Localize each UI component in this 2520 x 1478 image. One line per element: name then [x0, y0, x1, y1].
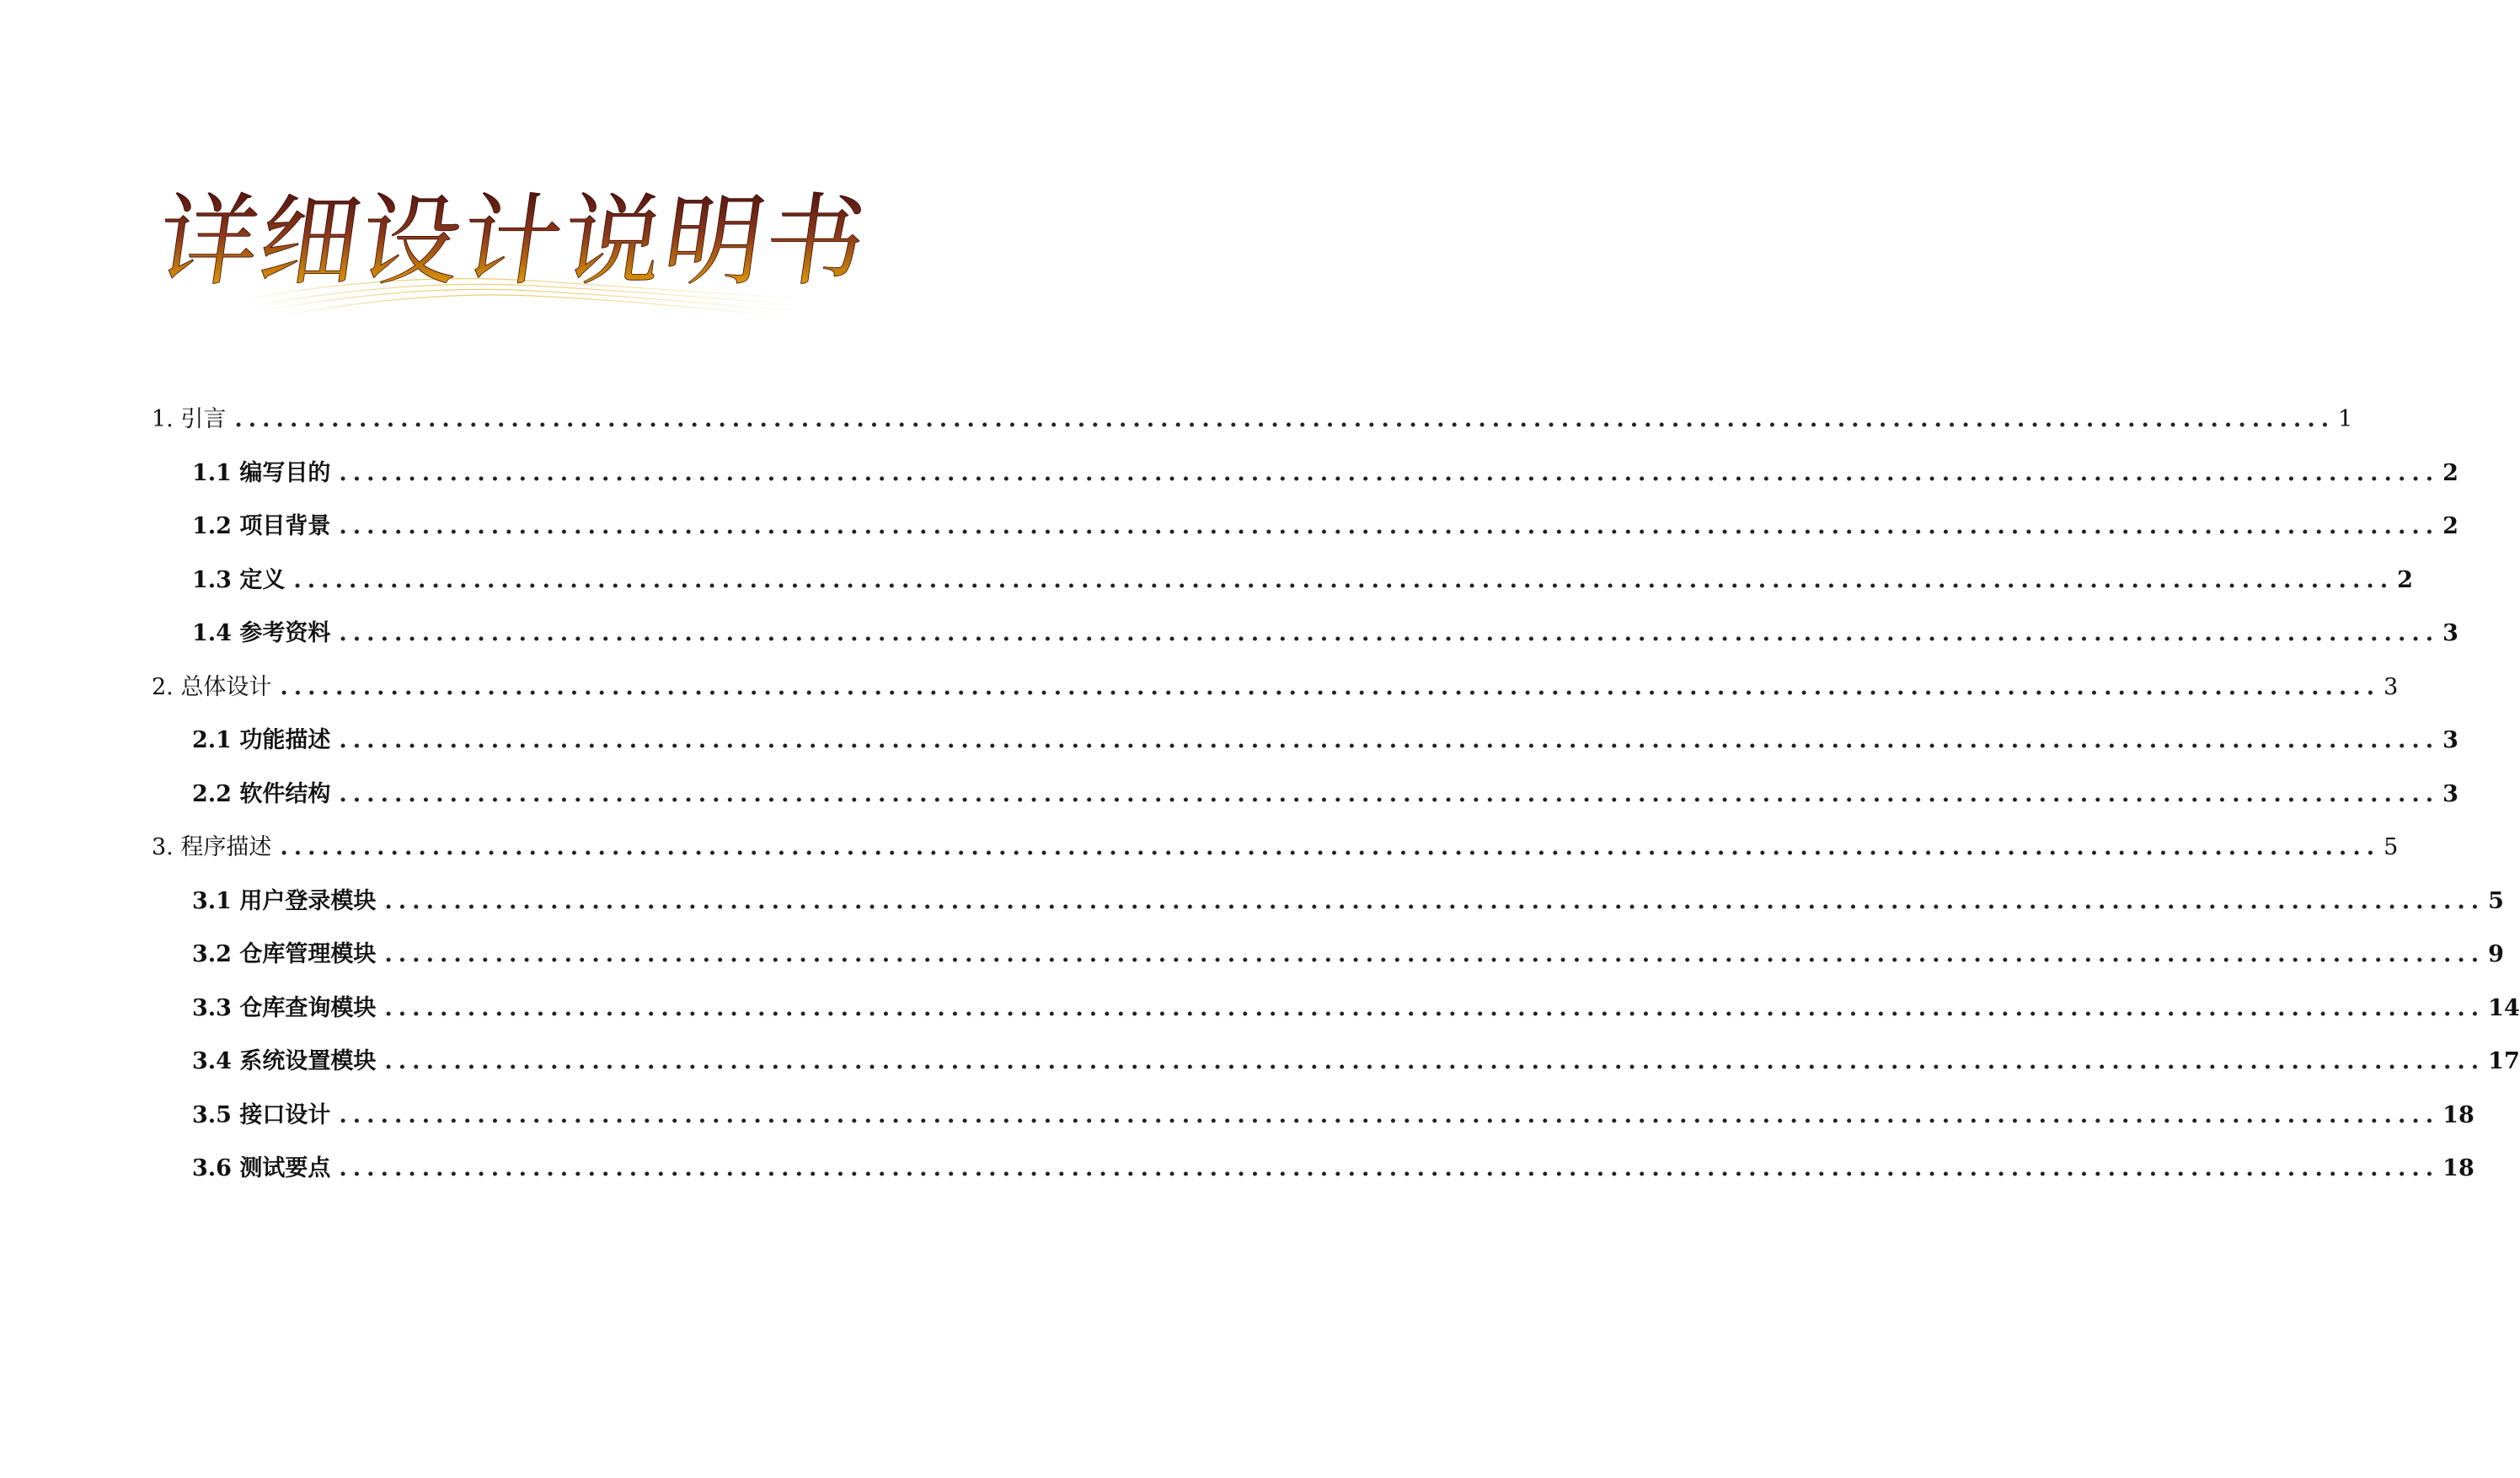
toc-entry[interactable] — [192, 564, 2413, 597]
toc-entry-page-number: 17 — [2488, 1048, 2520, 1074]
toc-entry-label: 2.1 功能描述 — [192, 727, 331, 753]
toc-entry-label: 3.2 仓库管理模块 — [192, 941, 377, 967]
toc-entry-label: 3.4 系统设置模块 — [192, 1048, 377, 1074]
toc-dot-leader — [234, 403, 2335, 436]
toc-entry-page-number: 2 — [2442, 513, 2458, 539]
toc-entry-label: 3.5 接口设计 — [192, 1102, 331, 1128]
toc-entry-label: 3.6 测试要点 — [192, 1155, 331, 1181]
wordart-title-graphic — [150, 173, 875, 324]
toc-entry[interactable] — [192, 724, 2458, 758]
toc-dot-leader — [384, 992, 2485, 1025]
toc-entry-label: 3. 程序描述 — [152, 834, 272, 860]
toc-entry-page-number: 9 — [2488, 941, 2504, 967]
toc-entry-label: 1. 引言 — [152, 406, 227, 432]
toc-entry[interactable] — [152, 671, 2399, 704]
toc-entry-page-number: 14 — [2488, 995, 2520, 1021]
toc-entry-page-number: 3 — [2442, 727, 2458, 753]
toc-entry-page-number: 3 — [2384, 674, 2399, 700]
toc-entry[interactable] — [152, 831, 2399, 865]
toc-entry-page-number: 2 — [2397, 567, 2413, 593]
toc-dot-leader — [384, 885, 2485, 918]
title-text: 详细设计说明书 — [150, 183, 875, 299]
toc-entry[interactable] — [192, 1152, 2475, 1186]
toc-dot-leader — [280, 671, 2380, 704]
toc-dot-leader — [339, 1152, 2439, 1186]
toc-dot-leader — [280, 831, 2380, 865]
toc-entry-label: 2. 总体设计 — [152, 674, 272, 700]
toc-entry-label: 3.1 用户登录模块 — [192, 888, 377, 914]
toc-entry[interactable] — [192, 1045, 2520, 1079]
toc-entry-page-number: 3 — [2442, 620, 2458, 646]
toc-entry-page-number: 3 — [2442, 781, 2458, 807]
wordart-title — [150, 173, 875, 324]
toc-entry-page-number: 5 — [2384, 834, 2399, 860]
toc-entry-label: 1.1 编写目的 — [192, 460, 331, 486]
toc-entry[interactable] — [152, 403, 2353, 436]
toc-entry[interactable] — [192, 938, 2504, 972]
toc-entry[interactable] — [192, 510, 2458, 544]
toc-entry-label: 1.2 项目背景 — [192, 513, 331, 539]
toc-dot-leader — [339, 617, 2439, 651]
toc-entry-page-number: 5 — [2488, 888, 2504, 914]
toc-dot-leader — [339, 778, 2439, 811]
toc-dot-leader — [339, 510, 2439, 544]
toc-entry-label: 2.2 软件结构 — [192, 781, 331, 807]
toc-entry-label: 1.3 定义 — [192, 567, 286, 593]
toc-dot-leader — [384, 938, 2485, 972]
toc-entry-page-number: 2 — [2442, 460, 2458, 486]
toc-entry[interactable] — [192, 992, 2520, 1025]
toc-entry[interactable] — [192, 617, 2458, 651]
toc-dot-leader — [339, 457, 2439, 490]
toc-entry-page-number: 1 — [2338, 406, 2353, 432]
toc-entry-page-number: 18 — [2442, 1102, 2475, 1128]
toc-entry-label: 1.4 参考资料 — [192, 620, 331, 646]
toc-entry-label: 3.3 仓库查询模块 — [192, 995, 377, 1021]
toc-entry[interactable] — [192, 885, 2504, 918]
toc-dot-leader — [339, 1099, 2439, 1133]
toc-entry[interactable] — [192, 778, 2458, 811]
toc-entry-page-number: 18 — [2442, 1155, 2475, 1181]
toc-entry[interactable] — [192, 1099, 2475, 1133]
toc-dot-leader — [293, 564, 2394, 597]
toc-dot-leader — [384, 1045, 2485, 1079]
toc-entry[interactable] — [192, 457, 2458, 490]
toc-dot-leader — [339, 724, 2439, 758]
